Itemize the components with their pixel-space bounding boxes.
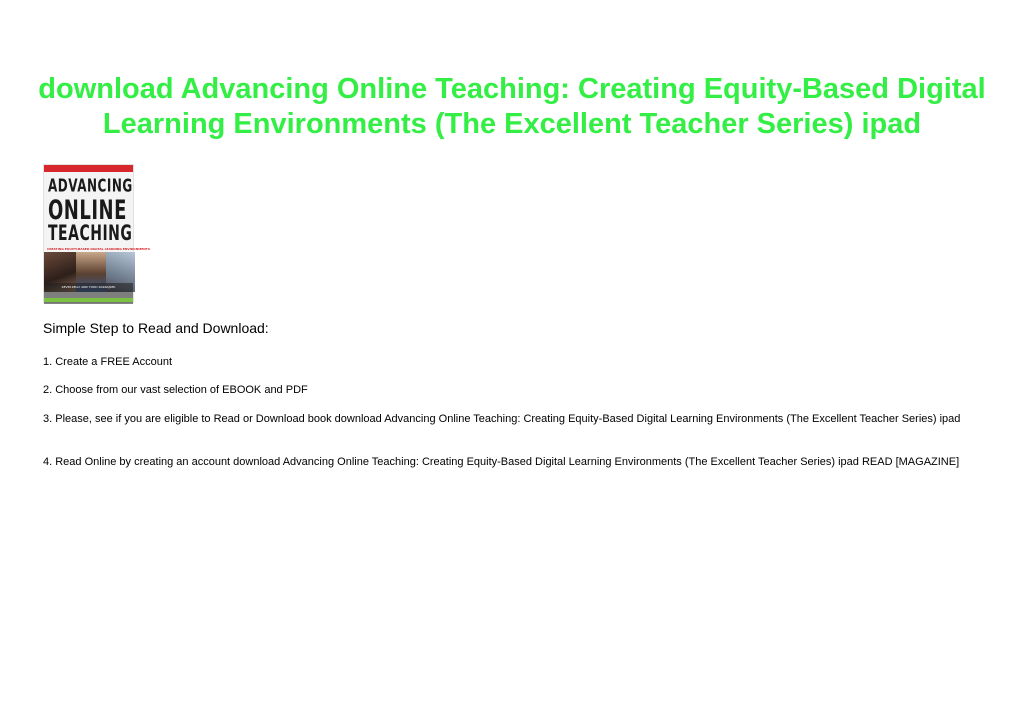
cover-subtitle: CREATING EQUITY-BASED DIGITAL LEARNING ENVIRONMENTS — [47, 247, 150, 251]
step-2: 2. Choose from our vast selection of EBOOK and PDF — [43, 384, 308, 396]
step-4: 4. Read Online by creating an account download Advancing Online Teaching: Creating Equity-Based Digital Learning Environments (The Excellent Teacher Series) ipad READ [MAGAZINE] — [43, 456, 960, 468]
cover-top-band — [44, 165, 133, 172]
cover-authors: KEVIN KELLY AND TODD ZAKRAJSEK — [61, 285, 116, 289]
cover-title-line-3: TEACHING — [48, 222, 133, 246]
cover-title-line-2: ONLINE — [48, 195, 127, 227]
page-title: download Advancing Online Teaching: Creating Equity-Based Digital Learning Environments (The Excellent Teacher Series) ipad — [38, 73, 986, 140]
cover-bottom-band — [44, 298, 133, 302]
cover-title-line-1: ADVANCING — [48, 175, 133, 196]
step-1: 1. Create a FREE Account — [43, 356, 173, 368]
steps-heading: Simple Step to Read and Download: — [43, 320, 269, 336]
step-3: 3. Please, see if you are eligible to Read or Download book download Advancing Online Teaching: Creating Equity-Based Digital Learning Environments (The Excellent Teacher Series) ipad — [43, 413, 961, 425]
book-cover-image — [43, 164, 150, 303]
